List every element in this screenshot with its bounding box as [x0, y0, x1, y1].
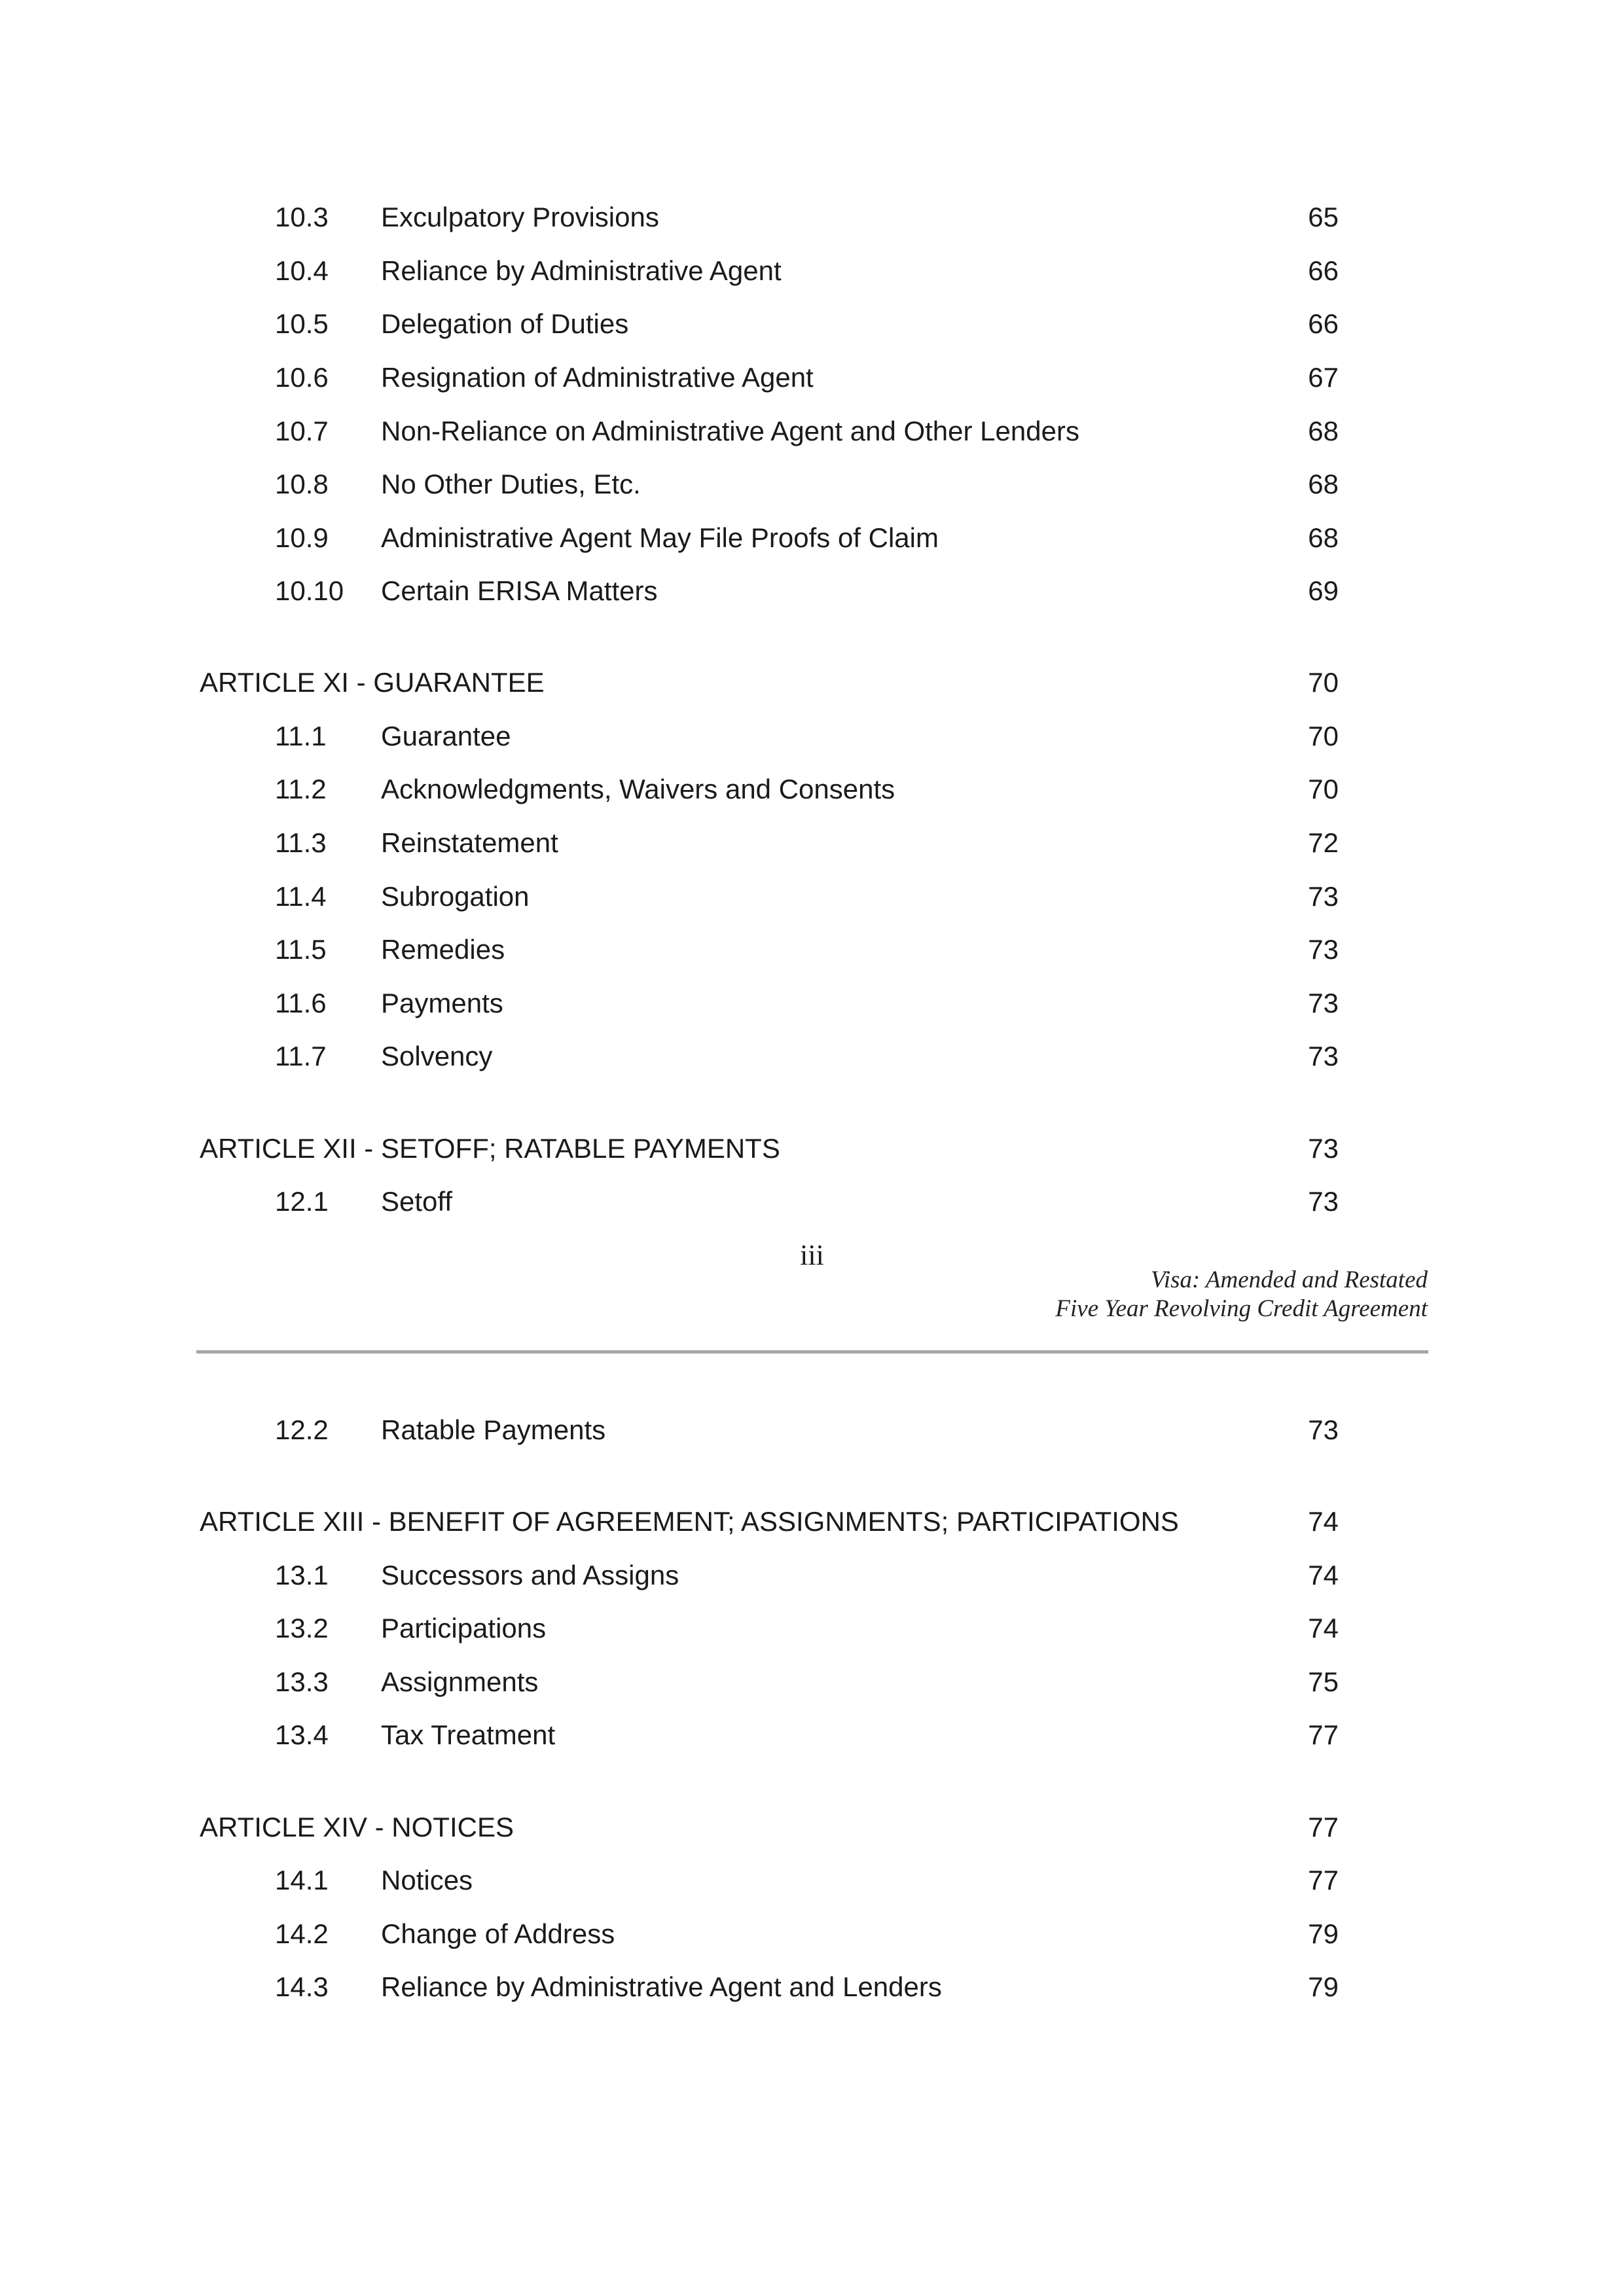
toc-entry: [0, 1861, 1624, 1900]
page-number: 73: [1308, 1186, 1339, 1217]
toc-entry: [0, 1410, 1624, 1450]
toc-entry: [0, 1715, 1624, 1755]
section-number: 13.2: [275, 1613, 329, 1643]
section-number: 11.4: [275, 881, 327, 912]
section-title: No Other Duties, Etc.: [381, 469, 641, 499]
section-title: Solvency: [381, 1041, 493, 1071]
toc-entry: [0, 1182, 1624, 1221]
section-title: Participations: [381, 1613, 547, 1643]
toc-entry: [0, 930, 1624, 969]
page-number: 70: [1308, 774, 1339, 804]
page-number: 74: [1308, 1506, 1339, 1537]
section-number: 10.3: [275, 202, 329, 232]
section-number: 11.5: [275, 934, 327, 965]
page-number: 74: [1308, 1560, 1339, 1590]
section-title: Non-Reliance on Administrative Agent and Other Lenders: [381, 416, 1079, 446]
page-number: 69: [1308, 575, 1339, 606]
toc-entry: [0, 198, 1624, 237]
page-number: 73: [1308, 1414, 1339, 1445]
section-number: 14.2: [275, 1918, 329, 1949]
section-title: Notices: [381, 1865, 473, 1895]
toc-entry: [0, 984, 1624, 1023]
section-title: Administrative Agent May File Proofs of Claim: [381, 522, 939, 553]
toc-article-entry: [0, 1808, 1624, 1847]
page-number: 75: [1308, 1666, 1339, 1697]
section-number: 13.3: [275, 1666, 329, 1697]
section-title: Subrogation: [381, 881, 530, 912]
section-number: 12.2: [275, 1414, 329, 1445]
page-number: 70: [1308, 667, 1339, 698]
page-number: 70: [1308, 721, 1339, 751]
page-number: 66: [1308, 255, 1339, 286]
section-title: Change of Address: [381, 1918, 615, 1949]
section-number: 10.10: [275, 575, 344, 606]
section-number: 11.3: [275, 827, 327, 858]
toc-entry: [0, 1609, 1624, 1648]
section-number: 14.3: [275, 1971, 329, 2002]
footer-document-name: Visa: Amended and Restated: [1150, 1266, 1428, 1293]
toc-entry: [0, 1662, 1624, 1702]
toc-entry: [0, 877, 1624, 916]
section-title: Reinstatement: [381, 827, 558, 858]
toc-entry: [0, 1037, 1624, 1076]
article-title: ARTICLE XII - SETOFF; RATABLE PAYMENTS: [200, 1133, 780, 1164]
section-title: Resignation of Administrative Agent: [381, 362, 814, 393]
toc-article-entry: [0, 1129, 1624, 1168]
section-number: 11.2: [275, 774, 327, 804]
toc-entry: [0, 1914, 1624, 1954]
toc-entry: [0, 251, 1624, 291]
page-number: 73: [1308, 934, 1339, 965]
section-title: Setoff: [381, 1186, 452, 1217]
page-number: 73: [1308, 881, 1339, 912]
section-title: Exculpatory Provisions: [381, 202, 659, 232]
article-title: ARTICLE XI - GUARANTEE: [200, 667, 545, 698]
section-title: Assignments: [381, 1666, 539, 1697]
page-number: 77: [1308, 1719, 1339, 1750]
section-title: Guarantee: [381, 721, 511, 751]
section-number: 11.7: [275, 1041, 327, 1071]
section-title: Tax Treatment: [381, 1719, 556, 1750]
toc-entry: [0, 1967, 1624, 2007]
footer-document-subtitle: Five Year Revolving Credit Agreement: [1055, 1295, 1428, 1322]
toc-entry: [0, 304, 1624, 344]
toc-entry: [0, 465, 1624, 504]
section-title: Reliance by Administrative Agent: [381, 255, 782, 286]
page-folio: iii: [800, 1239, 824, 1271]
toc-entry: [0, 770, 1624, 809]
toc-entry: [0, 358, 1624, 397]
page-number: 77: [1308, 1865, 1339, 1895]
toc-entry: [0, 1556, 1624, 1595]
section-number: 14.1: [275, 1865, 329, 1895]
section-title: Remedies: [381, 934, 505, 965]
page-number: 79: [1308, 1918, 1339, 1949]
page-number: 66: [1308, 308, 1339, 339]
page-number: 68: [1308, 469, 1339, 499]
page-number: 65: [1308, 202, 1339, 232]
section-title: Certain ERISA Matters: [381, 575, 658, 606]
article-title: ARTICLE XIII - BENEFIT OF AGREEMENT; ASSIGNMENTS; PARTICIPATIONS: [200, 1506, 1179, 1537]
section-number: 11.1: [275, 721, 327, 751]
page-number: 73: [1308, 1133, 1339, 1164]
section-title: Successors and Assigns: [381, 1560, 679, 1590]
section-number: 12.1: [275, 1186, 329, 1217]
article-title: ARTICLE XIV - NOTICES: [200, 1812, 514, 1842]
toc-entry: [0, 571, 1624, 611]
toc-entry: [0, 717, 1624, 756]
section-number: 10.5: [275, 308, 329, 339]
section-number: 13.4: [275, 1719, 329, 1750]
page-number: 72: [1308, 827, 1339, 858]
page-number: 77: [1308, 1812, 1339, 1842]
section-number: 13.1: [275, 1560, 329, 1590]
toc-entry: [0, 518, 1624, 558]
section-number: 10.6: [275, 362, 329, 393]
toc-entry: [0, 823, 1624, 863]
page-number: 68: [1308, 416, 1339, 446]
toc-article-entry: [0, 663, 1624, 702]
page-number: 67: [1308, 362, 1339, 393]
section-title: Delegation of Duties: [381, 308, 629, 339]
section-number: 10.4: [275, 255, 329, 286]
toc-article-entry: [0, 1502, 1624, 1541]
section-title: Reliance by Administrative Agent and Lenders: [381, 1971, 942, 2002]
section-number: 10.9: [275, 522, 329, 553]
page-number: 73: [1308, 988, 1339, 1018]
page-number: 68: [1308, 522, 1339, 553]
page-number: 73: [1308, 1041, 1339, 1071]
section-number: 10.8: [275, 469, 329, 499]
page-separator: [196, 1350, 1428, 1354]
toc-entry: [0, 412, 1624, 451]
section-number: 11.6: [275, 988, 327, 1018]
page-number: 79: [1308, 1971, 1339, 2002]
section-title: Payments: [381, 988, 503, 1018]
page-number: 74: [1308, 1613, 1339, 1643]
section-title: Acknowledgments, Waivers and Consents: [381, 774, 895, 804]
section-number: 10.7: [275, 416, 329, 446]
section-title: Ratable Payments: [381, 1414, 606, 1445]
